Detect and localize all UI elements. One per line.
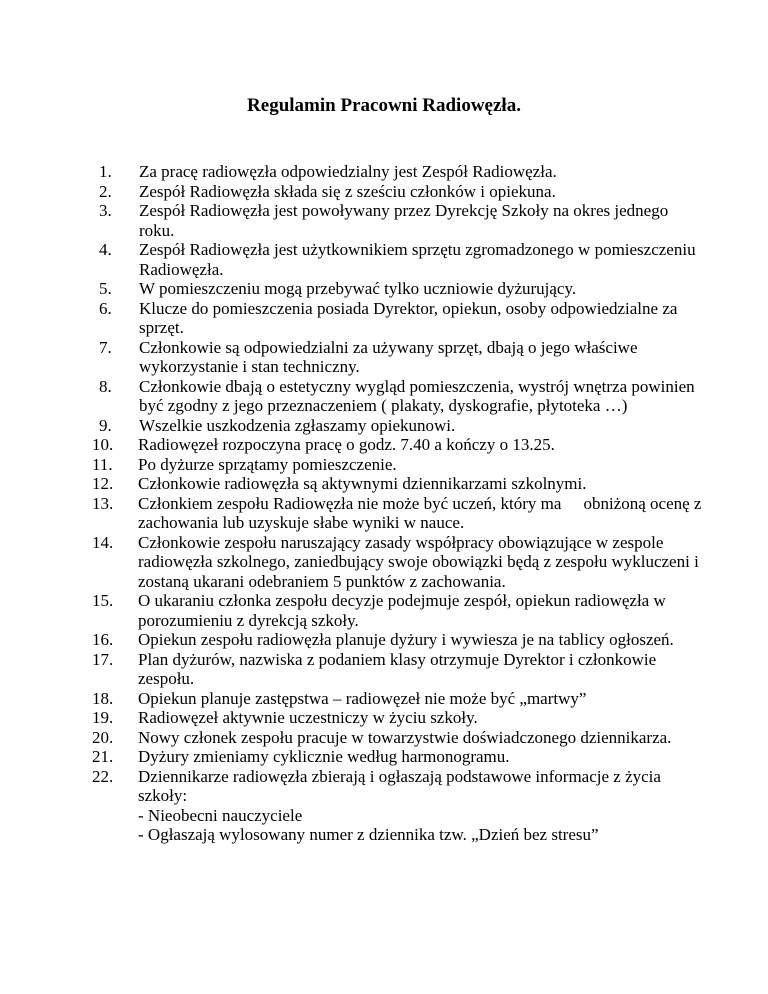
- rule-item-12: [84, 474, 704, 494]
- rule-item-14: [84, 533, 704, 592]
- rule-item-7: [84, 338, 704, 377]
- rule-item-19: [84, 708, 704, 728]
- rule-number: 15.: [92, 591, 114, 610]
- rule-number: 9.: [99, 415, 112, 435]
- rule-text: Zespół Radiowęzła składa się z sześciu członków i opiekuna.: [139, 181, 556, 201]
- rule-item-8: [84, 377, 704, 416]
- rules-list: [84, 162, 704, 845]
- rule-item-21: [84, 747, 704, 767]
- rule-text-part-a: Członkiem zespołu Radiowęzła nie może być uczeń, który ma: [138, 493, 562, 513]
- rule-text: Członkowie zespołu naruszający zasady współpracy obowiązujące w zespole radiowęzła szkolnego, zaniedbujący swoje obowiązki będą z zespołu wykluczeni i zostaną ukarani odebraniem 5 punktów z zachowania.: [138, 532, 699, 591]
- rule-text: [138, 494, 704, 533]
- rule-text: Zespół Radiowęzła jest użytkownikiem sprzętu zgromadzonego w pomieszczeniu Radiowęzła.: [139, 240, 696, 279]
- rule-item-3: [84, 201, 704, 240]
- rule-text: Wszelkie uszkodzenia zgłaszamy opiekunowi.: [139, 415, 456, 435]
- rule-text: Plan dyżurów, nazwiska z podaniem klasy otrzymuje Dyrektor i członkowie zespołu.: [138, 649, 657, 688]
- rule-item-6: [84, 299, 704, 338]
- rule-text: Dziennikarze radiowęzła zbierają i ogłaszają podstawowe informacje z życia szkoły:: [138, 766, 661, 805]
- rule-number: 6.: [99, 298, 112, 318]
- rule-item-15: [84, 591, 704, 630]
- rule-item-10: [84, 435, 704, 455]
- rule-number: 20.: [92, 727, 114, 747]
- rule-text: Opiekun zespołu radiowęzła planuje dyżury i wywiesza je na tablicy ogłoszeń.: [138, 630, 674, 649]
- rule-number: 4.: [99, 240, 112, 259]
- rule-number: 11.: [92, 454, 113, 474]
- rule-item-11: [84, 455, 704, 475]
- rule-text: Radiowęzeł aktywnie uczestniczy w życiu szkoły.: [138, 708, 478, 727]
- rule-text: Radiowęzeł rozpoczyna pracę o godz. 7.40 a kończy o 13.25.: [138, 435, 555, 454]
- rule-text: Członkowie radiowęzła są aktywnymi dziennikarzami szkolnymi.: [138, 474, 587, 493]
- rule-number: 17.: [92, 649, 114, 669]
- rule-item-22: [84, 767, 704, 845]
- rule-number: 14.: [92, 532, 114, 552]
- rule-text: W pomieszczeniu mogą przebywać tylko uczniowie dyżurujący.: [139, 279, 577, 298]
- rule-text: Dyżury zmieniamy cyklicznie według harmonogramu.: [138, 747, 510, 766]
- rule-number: 10.: [92, 435, 114, 454]
- rule-sub-item: - Nieobecni nauczyciele: [138, 805, 303, 825]
- rule-item-9: [84, 416, 704, 436]
- rule-item-2: [84, 182, 704, 202]
- rule-item-20: [84, 728, 704, 748]
- rule-text: Zespół Radiowęzła jest powoływany przez Dyrekcję Szkoły na okres jednego roku.: [139, 201, 669, 240]
- rule-item-5: [84, 279, 704, 299]
- rule-number: 12.: [92, 474, 114, 493]
- rule-number: 3.: [99, 201, 112, 220]
- document-title: Regulamin Pracowni Radiowęzła.: [247, 95, 521, 116]
- rule-text: Członkowie dbają o estetyczny wygląd pomieszczenia, wystrój wnętrza powinien być zgodny z jego przeznaczeniem ( plakaty, dyskografie, płytoteka …): [139, 376, 695, 415]
- rule-item-4: [84, 240, 704, 279]
- rule-number: 8.: [99, 376, 112, 396]
- rule-item-13: [84, 494, 704, 533]
- rule-item-16: [84, 630, 704, 650]
- rule-text-part-b: obniżoną ocenę z zachowania lub uzyskuje słabe wyniki w nauce.: [138, 493, 702, 532]
- rule-number: 18.: [92, 688, 114, 708]
- rule-number: 19.: [92, 708, 114, 727]
- rule-number: 1.: [99, 162, 112, 181]
- rule-text: Po dyżurze sprzątamy pomieszczenie.: [138, 454, 397, 474]
- rule-item-1: [84, 162, 704, 182]
- rule-number: 16.: [92, 630, 114, 649]
- rule-text: Członkowie są odpowiedzialni za używany sprzęt, dbają o jego właściwe wykorzystanie i stan techniczny.: [139, 337, 638, 376]
- rule-text: Klucze do pomieszczenia posiada Dyrektor, opiekun, osoby odpowiedzialne za sprzęt.: [139, 298, 678, 337]
- rule-text: Nowy członek zespołu pracuje w towarzystwie doświadczonego dziennikarza.: [138, 727, 672, 747]
- rule-number: 2.: [99, 181, 112, 201]
- rule-text: O ukaraniu członka zespołu decyzje podejmuje zespół, opiekun radiowęzła w porozumieniu z dyrekcją szkoły.: [138, 591, 666, 630]
- rule-number: 13.: [92, 493, 114, 513]
- rule-item-17: [84, 650, 704, 689]
- rule-number: 5.: [99, 279, 112, 298]
- rule-item-18: [84, 689, 704, 709]
- rule-text: Za pracę radiowęzła odpowiedzialny jest Zespół Radiowęzła.: [139, 162, 557, 181]
- rule-number: 21.: [92, 747, 114, 766]
- rule-number: 7.: [99, 337, 112, 357]
- rule-sub-item: - Ogłaszają wylosowany numer z dziennika tzw. „Dzień bez stresu”: [138, 825, 599, 844]
- rule-number: 22.: [92, 766, 114, 786]
- rule-text: Opiekun planuje zastępstwa – radiowęzeł nie może być „martwy”: [138, 688, 587, 708]
